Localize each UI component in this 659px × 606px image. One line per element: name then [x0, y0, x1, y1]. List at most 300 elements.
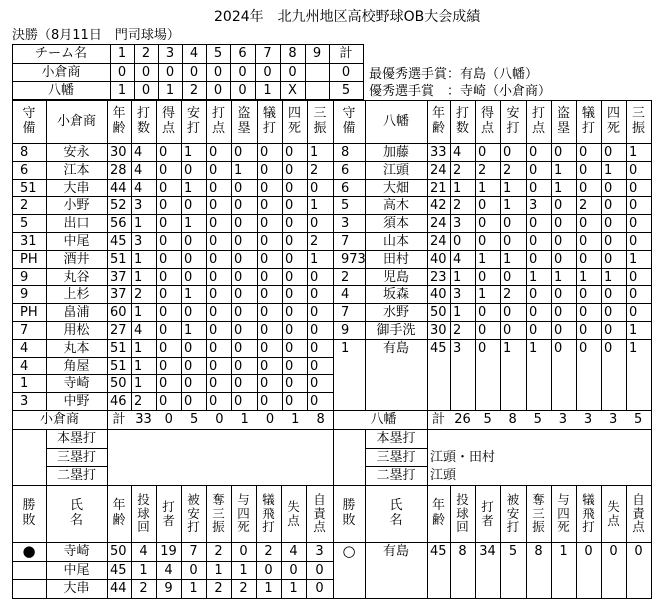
grid-line [12, 598, 652, 599]
win-loss-mark [12, 561, 46, 580]
team-total-stat: 5 [533, 412, 542, 427]
batter-stat: 0 [503, 304, 512, 320]
batter-stat: 0 [579, 215, 588, 231]
batter-stat: 0 [478, 322, 487, 338]
batter-stat: 1 [554, 180, 563, 196]
team-total-stat: 5 [483, 412, 492, 427]
pitching-stat: 0 [264, 563, 273, 578]
batter-position: 6 [341, 162, 350, 178]
stat-header: 安 打 [186, 106, 200, 136]
batter-stat: 0 [159, 340, 168, 356]
batter-name: 大畑 [382, 180, 409, 196]
batter-stat: 0 [310, 215, 319, 231]
batter-stat: 0 [604, 286, 613, 302]
batter-stat: 1 [134, 215, 143, 231]
batter-stat: 0 [159, 322, 168, 338]
batter-stat: 0 [184, 393, 193, 409]
inning-runs: 0 [189, 64, 199, 80]
batter-position: 3 [20, 393, 29, 409]
stat-header: 三 振 [313, 106, 327, 136]
batter-stat: 0 [159, 286, 168, 302]
batter-stat: 0 [209, 322, 218, 338]
batter-age: 42 [430, 197, 447, 213]
batter-stat: 1 [184, 144, 193, 160]
pitching-stat: 0 [289, 563, 298, 578]
batter-stat: 0 [503, 144, 512, 160]
batter-position: 51 [20, 180, 37, 196]
batter-stat: 0 [285, 286, 294, 302]
batter-stat: 0 [529, 215, 538, 231]
inning-runs: 2 [189, 82, 199, 98]
stat-header: 打 点 [211, 106, 225, 136]
batter-stat: 1 [310, 144, 319, 160]
pitching-stat: 4 [139, 544, 148, 559]
batter-stat: 0 [579, 180, 588, 196]
batter-stat: 0 [184, 304, 193, 320]
double-label: 二塁打 [376, 468, 416, 483]
batter-stat: 0 [310, 375, 319, 391]
batter-stat: 1 [234, 162, 243, 178]
stat-header: 四 死 [606, 106, 620, 136]
batter-name: 酒井 [63, 251, 90, 267]
team-total-label: 計 [431, 412, 445, 427]
pitching-stat: 7 [189, 544, 198, 559]
inning-runs: 0 [213, 82, 223, 98]
batter-stat: 0 [159, 233, 168, 249]
batter-position: 7 [20, 322, 29, 338]
pitching-stat-header: 与 四 死 [557, 492, 570, 535]
batter-stat: 4 [453, 251, 462, 267]
batter-stat: 0 [209, 375, 218, 391]
batter-position: 7 [341, 233, 350, 249]
batter-age: 33 [430, 144, 447, 160]
batter-stat: 0 [579, 304, 588, 320]
batter-stat: 0 [310, 358, 319, 374]
line-score-team-name: 小倉商 [41, 64, 81, 80]
home-run-players [108, 429, 330, 448]
batter-stat: 0 [629, 304, 638, 320]
pitching-stat-header: 失 点 [607, 499, 620, 528]
pitching-stat: 2 [214, 581, 223, 596]
batter-stat: 0 [234, 286, 243, 302]
batter-age: 46 [110, 393, 127, 409]
triple-label: 三塁打 [56, 450, 96, 465]
batter-stat: 0 [579, 286, 588, 302]
team-total-label: 計 [112, 412, 126, 427]
team-name-header: 八幡 [382, 114, 409, 129]
batter-stat: 0 [260, 340, 269, 356]
win-loss-mark: ○ [342, 542, 356, 560]
pitching-stat: 2 [139, 581, 148, 596]
batter-stat: 0 [234, 233, 243, 249]
batter-position: 4 [20, 340, 29, 356]
grid-line [651, 429, 652, 486]
team-total-stat: 8 [316, 412, 325, 427]
batter-age: 50 [110, 375, 127, 391]
batter-stat: 0 [579, 322, 588, 338]
batter-age: 52 [110, 197, 127, 213]
batter-stat: 0 [209, 144, 218, 160]
batter-stat: 2 [310, 162, 319, 178]
team-total-stat: 5 [634, 412, 643, 427]
batter-stat: 0 [234, 269, 243, 285]
batter-stat: 0 [159, 144, 168, 160]
batter-name: 安永 [63, 144, 90, 160]
batter-stat: 0 [209, 304, 218, 320]
pitching-stat-header: 自 責 点 [313, 492, 326, 535]
team-total-name: 小倉商 [39, 412, 79, 427]
batter-stat: 0 [529, 322, 538, 338]
excellent-player-award: 優秀選手賞 ：寺崎（小倉商） [369, 83, 552, 99]
batter-stat: 0 [209, 269, 218, 285]
batter-stat: 0 [159, 358, 168, 374]
inning-runs [305, 81, 329, 99]
batter-stat: 1 [478, 251, 487, 267]
batter-stat: 0 [234, 304, 243, 320]
batter-stat: 2 [134, 393, 143, 409]
batter-position: 8 [341, 144, 350, 160]
pitcher-age-header: 年 齢 [112, 498, 126, 528]
pitching-stat-header: 打 者 [481, 499, 494, 528]
batter-age: 45 [430, 340, 447, 356]
batter-stat: 0 [285, 233, 294, 249]
position-header: 守 備 [22, 106, 36, 136]
batter-stat: 0 [604, 180, 613, 196]
pitcher-name: 有島 [382, 544, 409, 559]
win-loss-header: 勝 敗 [22, 498, 36, 528]
age-header: 年 齢 [431, 106, 445, 136]
batter-stat: 4 [134, 162, 143, 178]
batter-name: 児島 [382, 269, 409, 285]
batter-stat: 0 [285, 358, 294, 374]
batter-stat: 0 [209, 162, 218, 178]
batter-position: 9 [20, 286, 29, 302]
batter-stat: 2 [134, 286, 143, 302]
team-total-stat: 3 [558, 412, 568, 427]
stat-header: 盗 塁 [556, 106, 570, 136]
line-score-header: チーム名 [34, 46, 87, 61]
batter-position: 31 [20, 233, 37, 249]
batter-stat: 0 [503, 215, 512, 231]
batter-stat: 1 [134, 304, 143, 320]
batter-position: 973 [341, 251, 366, 267]
batter-stat: 0 [310, 286, 319, 302]
stat-header: 打 数 [455, 106, 469, 136]
batter-stat: 0 [478, 269, 487, 285]
batter-stat: 0 [184, 358, 193, 374]
batter-stat: 0 [285, 322, 294, 338]
pitching-stat: 0 [584, 544, 593, 559]
batter-stat: 1 [503, 180, 512, 196]
batter-stat: 1 [134, 269, 143, 285]
batter-stat: 0 [529, 304, 538, 320]
batter-stat: 2 [453, 322, 462, 338]
batter-stat: 3 [453, 286, 462, 302]
batter-stat: 0 [529, 286, 538, 302]
batter-age: 40 [430, 286, 447, 302]
batter-stat: 0 [478, 304, 487, 320]
stat-header: 犠 打 [262, 106, 276, 136]
batter-stat: 0 [310, 180, 319, 196]
pitching-stat-header: 犠 飛 打 [582, 492, 595, 535]
batter-stat: 0 [260, 322, 269, 338]
batter-stat: 0 [285, 304, 294, 320]
pitching-stat: 2 [239, 581, 248, 596]
batter-stat: 0 [629, 197, 638, 213]
stat-header: 打 点 [531, 106, 545, 136]
home-run-label: 本塁打 [56, 431, 96, 446]
inning-header: 6 [238, 46, 247, 61]
pitcher-age: 50 [110, 544, 127, 559]
pitching-stat-header: 被 安 打 [187, 492, 200, 535]
batter-name: 田村 [382, 251, 409, 267]
batter-stat: 4 [453, 144, 462, 160]
team-total-stat: 33 [135, 412, 152, 427]
batter-position: 8 [20, 144, 29, 160]
grid-line [333, 429, 334, 486]
pitcher-name: 中尾 [63, 563, 90, 578]
inning-runs: 0 [238, 64, 247, 80]
team-total-stat: 3 [608, 412, 618, 427]
inning-header: 2 [141, 46, 151, 61]
batter-age: 37 [110, 286, 127, 302]
inning-header: 5 [213, 46, 223, 61]
batter-stat: 0 [629, 286, 638, 302]
batter-stat: 0 [478, 144, 487, 160]
grid-line [12, 429, 13, 486]
page-title: 2024年 北九州地区高校野球OB大会成績 [214, 9, 481, 25]
batter-age: 21 [430, 180, 447, 196]
inning-runs [305, 63, 329, 81]
pitcher-age: 45 [430, 544, 447, 559]
team-name-header: 小倉商 [56, 114, 96, 129]
batter-age: 51 [110, 251, 127, 267]
grid-line [651, 485, 652, 599]
pitcher-age: 45 [110, 563, 127, 578]
batter-stat: 0 [503, 322, 512, 338]
batter-stat: 0 [310, 269, 319, 285]
batter-age: 24 [430, 233, 447, 249]
batter-stat: 0 [604, 233, 613, 249]
batter-stat: 1 [503, 340, 512, 356]
batter-age: 56 [110, 215, 127, 231]
win-loss-mark: ● [22, 542, 36, 560]
batter-stat: 0 [554, 215, 563, 231]
batter-stat: 0 [209, 180, 218, 196]
game-subtitle: 決勝（8月11日 門司球場） [12, 27, 180, 43]
inning-runs: 0 [165, 64, 175, 80]
home-run-players [428, 429, 650, 448]
team-total-stat: 1 [291, 412, 300, 427]
batter-stat: 0 [604, 215, 613, 231]
batter-stat: 2 [478, 162, 487, 178]
batter-age: 23 [430, 269, 447, 285]
batter-stat: 0 [310, 304, 319, 320]
pitcher-name: 寺崎 [63, 544, 90, 559]
inning-runs: X [288, 82, 297, 98]
batter-stat: 0 [159, 162, 168, 178]
age-header: 年 齢 [112, 106, 126, 136]
batter-name: 寺崎 [63, 375, 90, 391]
team-total-stat: 3 [583, 412, 593, 427]
batter-stat: 0 [604, 304, 613, 320]
inning-header: 8 [288, 46, 297, 61]
batter-stat: 0 [579, 251, 588, 267]
team-total-stat: 0 [164, 412, 173, 427]
batter-age: 27 [110, 322, 127, 338]
batter-stat: 0 [529, 233, 538, 249]
stat-header: 犠 打 [581, 106, 595, 136]
batter-stat: 0 [159, 304, 168, 320]
team-total-stat: 5 [189, 412, 199, 427]
pitching-stat: 3 [315, 544, 324, 559]
batter-age: 50 [430, 304, 447, 320]
batter-age: 60 [110, 304, 127, 320]
batter-stat: 0 [285, 180, 294, 196]
batter-stat: 0 [310, 322, 319, 338]
batter-name: 小野 [63, 197, 90, 213]
batter-stat: 0 [285, 393, 294, 409]
pitching-stat: 4 [289, 544, 298, 559]
batter-name: 畠浦 [63, 304, 90, 320]
batter-name: 水野 [382, 304, 409, 320]
pitching-stat: 2 [214, 544, 223, 559]
inning-runs: 0 [238, 82, 247, 98]
batter-position: 3 [341, 215, 350, 231]
batter-stat: 1 [554, 162, 563, 178]
batter-stat: 1 [184, 180, 193, 196]
batter-name: 江頭 [382, 162, 409, 178]
pitching-stat: 1 [189, 581, 198, 596]
pitching-stat-header: 自 責 点 [632, 492, 645, 535]
batter-stat: 4 [134, 144, 143, 160]
batter-stat: 0 [184, 269, 193, 285]
batter-stat: 3 [453, 215, 462, 231]
team-total-stat: 0 [215, 412, 224, 427]
batter-stat: 1 [604, 162, 613, 178]
pitching-stat: 4 [164, 563, 173, 578]
inning-runs: 0 [263, 64, 272, 80]
batter-age: 24 [430, 162, 447, 178]
batter-stat: 0 [184, 233, 193, 249]
batter-stat: 0 [629, 162, 638, 178]
batter-stat: 0 [159, 180, 168, 196]
batter-stat: 0 [285, 375, 294, 391]
batter-age: 51 [110, 340, 127, 356]
batter-stat: 0 [159, 197, 168, 213]
line-score-total: 0 [341, 64, 351, 80]
mvp-award: 最優秀選手賞：有島（八幡） [369, 66, 539, 82]
batter-stat: 0 [554, 251, 563, 267]
batter-stat: 3 [134, 197, 143, 213]
batter-stat: 0 [285, 251, 294, 267]
batter-stat: 0 [478, 340, 487, 356]
pitcher-name-header: 氏 名 [389, 498, 403, 528]
pitching-stat-header: 投 球 回 [137, 492, 150, 535]
batter-stat: 0 [554, 197, 563, 213]
batter-name: 角屋 [63, 358, 90, 374]
batter-stat: 4 [134, 322, 143, 338]
double-label: 二塁打 [56, 468, 96, 483]
batter-stat: 0 [159, 269, 168, 285]
batter-stat: 0 [234, 251, 243, 267]
line-score-total-header: 計 [339, 46, 353, 61]
inning-runs: 0 [288, 64, 297, 80]
batter-stat: 0 [529, 251, 538, 267]
inning-header: 1 [117, 46, 127, 61]
batter-stat: 0 [285, 215, 294, 231]
batter-age: 51 [110, 358, 127, 374]
batter-stat: 1 [184, 286, 193, 302]
batter-stat: 0 [260, 251, 269, 267]
pitcher-age: 44 [110, 581, 127, 596]
batter-stat: 0 [629, 233, 638, 249]
batter-name: 上杉 [63, 286, 90, 302]
pitcher-name-header: 氏 名 [69, 498, 83, 528]
batter-stat: 0 [234, 358, 243, 374]
batter-position: 4 [341, 286, 350, 302]
batter-stat: 0 [209, 393, 218, 409]
batter-stat: 0 [234, 322, 243, 338]
batter-stat: 0 [554, 322, 563, 338]
inning-runs: 0 [117, 64, 127, 80]
grid-line [363, 44, 364, 100]
batter-stat: 0 [604, 251, 613, 267]
batter-stat: 0 [579, 162, 588, 178]
double-players: 江頭 [430, 468, 457, 483]
batter-stat: 0 [209, 233, 218, 249]
inning-runs: 1 [263, 82, 272, 98]
pitching-stat: 1 [264, 581, 273, 596]
batter-name: 江本 [63, 162, 90, 178]
batter-stat: 0 [285, 197, 294, 213]
batter-stat: 0 [554, 304, 563, 320]
team-total-stat: 0 [265, 412, 275, 427]
batter-position: 9 [341, 322, 350, 338]
batter-stat: 0 [529, 162, 538, 178]
batter-name: 中野 [63, 393, 90, 409]
pitching-stat-header: 与 四 死 [237, 492, 250, 535]
batter-position: PH [20, 251, 38, 267]
batter-age: 44 [110, 180, 127, 196]
inning-runs: 0 [141, 64, 151, 80]
batter-stat: 1 [184, 215, 193, 231]
batter-stat: 0 [234, 180, 243, 196]
pitching-stat: 0 [315, 563, 324, 578]
batter-stat: 1 [453, 269, 462, 285]
batter-stat: 0 [260, 358, 269, 374]
pitching-stat-header: 犠 飛 打 [262, 492, 275, 535]
batter-stat: 0 [579, 233, 588, 249]
batter-stat: 0 [260, 180, 269, 196]
inning-header: 4 [189, 46, 199, 61]
win-loss-header: 勝 敗 [342, 498, 356, 528]
batter-stat: 0 [554, 233, 563, 249]
batter-name: 出口 [63, 215, 90, 231]
inning-header: 7 [263, 46, 272, 61]
batter-stat: 0 [503, 269, 512, 285]
batter-stat: 0 [159, 393, 168, 409]
batter-age: 28 [110, 162, 127, 178]
home-run-label: 本塁打 [376, 431, 416, 446]
batter-stat: 3 [134, 233, 143, 249]
pitching-stat: 0 [609, 544, 618, 559]
batter-stat: 0 [184, 197, 193, 213]
batter-stat: 0 [184, 251, 193, 267]
pitching-stat-header: 失 点 [287, 499, 300, 528]
batter-stat: 1 [478, 286, 487, 302]
batter-age: 24 [430, 215, 447, 231]
